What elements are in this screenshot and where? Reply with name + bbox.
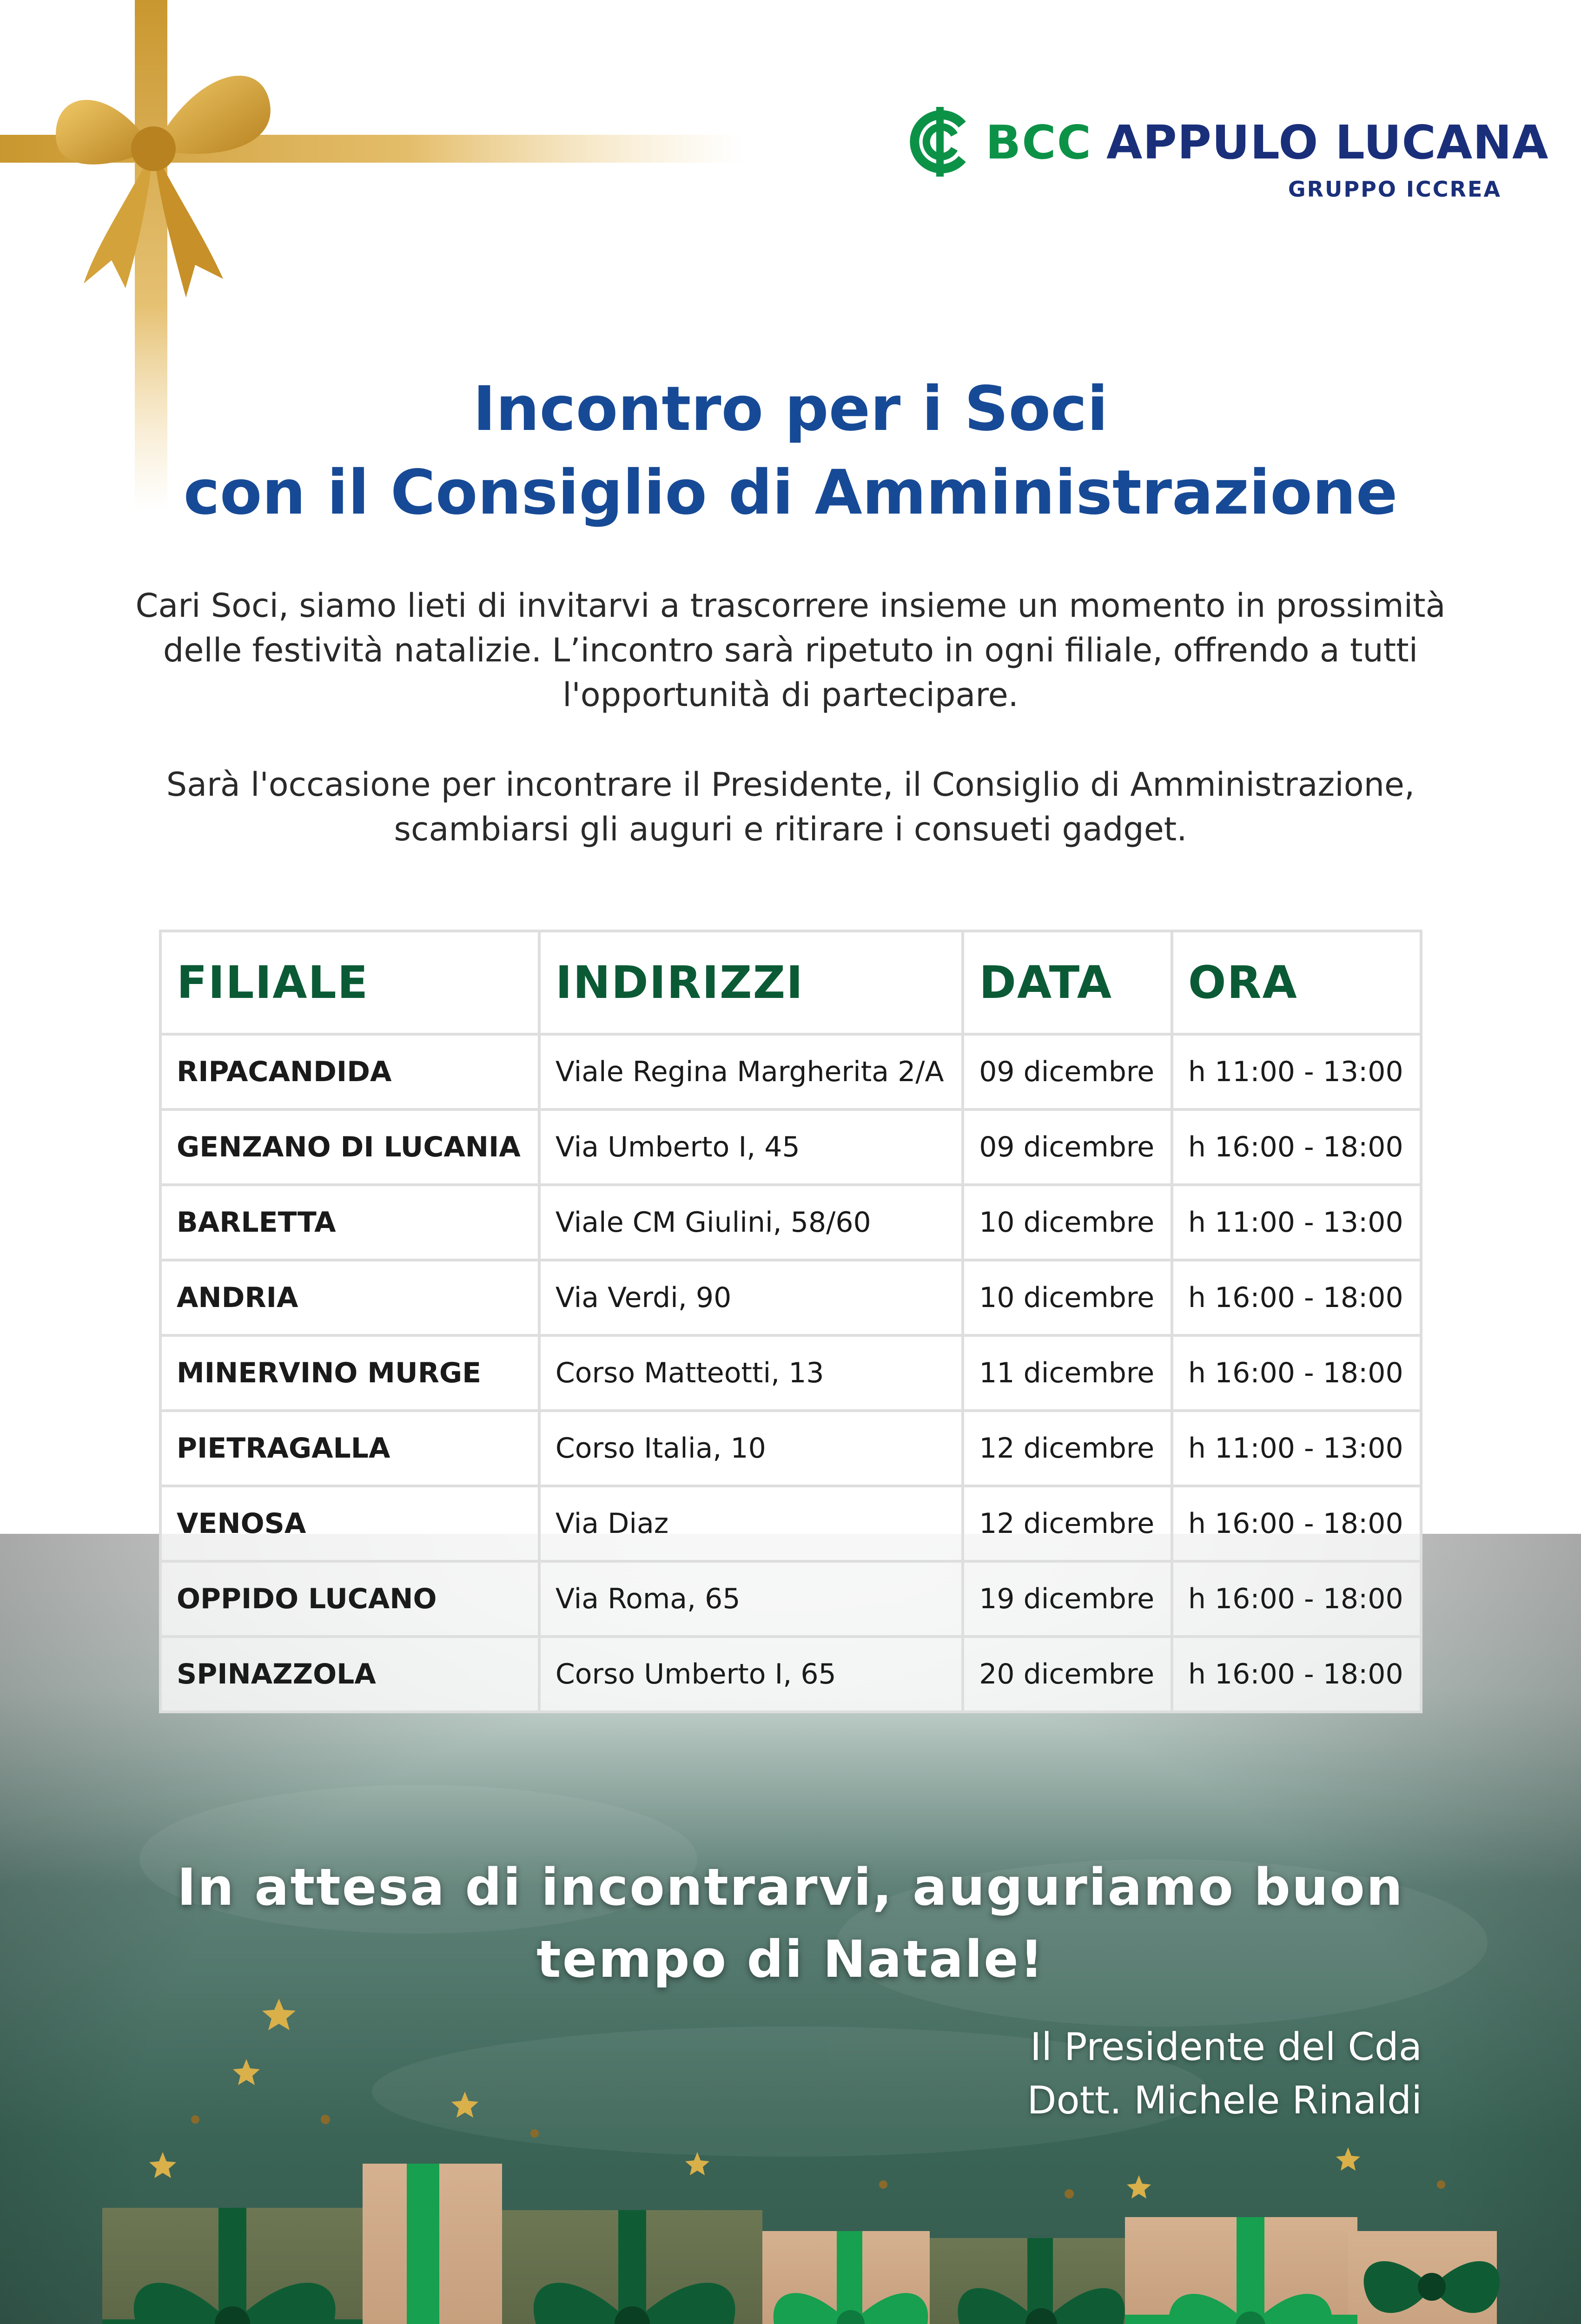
time-cell: h 16:00 - 18:00 bbox=[1172, 1561, 1421, 1637]
address-cell: Via Umberto I, 45 bbox=[539, 1109, 963, 1185]
date-cell: 20 dicembre bbox=[963, 1637, 1172, 1712]
table-row bbox=[160, 1486, 1421, 1561]
branch-cell: BARLETTA bbox=[160, 1185, 539, 1260]
time-cell: h 16:00 - 18:00 bbox=[1172, 1637, 1421, 1712]
time-cell: h 16:00 - 18:00 bbox=[1172, 1109, 1421, 1185]
address-cell: Via Verdi, 90 bbox=[539, 1260, 963, 1335]
date-cell: 09 dicembre bbox=[963, 1109, 1172, 1185]
time-cell: h 11:00 - 13:00 bbox=[1172, 1185, 1421, 1260]
schedule-table bbox=[159, 930, 1422, 1713]
address-cell: Corso Italia, 10 bbox=[539, 1411, 963, 1486]
page-title-line-2: con il Consiglio di Amministrazione bbox=[183, 457, 1398, 528]
logo-bank-name: APPULO LUCANA bbox=[1106, 115, 1549, 170]
branch-cell: ANDRIA bbox=[160, 1260, 539, 1335]
branch-cell: VENOSA bbox=[160, 1486, 539, 1561]
date-cell: 19 dicembre bbox=[963, 1561, 1172, 1637]
table-row bbox=[160, 1335, 1421, 1411]
table-row bbox=[160, 1185, 1421, 1260]
address-cell: Viale CM Giulini, 58/60 bbox=[539, 1185, 963, 1260]
header-filiale: FILIALE bbox=[160, 931, 539, 1034]
table-header-row bbox=[160, 931, 1421, 1034]
address-cell: Corso Matteotti, 13 bbox=[539, 1335, 963, 1411]
table-row bbox=[160, 1260, 1421, 1335]
table-row bbox=[160, 1109, 1421, 1185]
branch-cell: SPINAZZOLA bbox=[160, 1637, 539, 1712]
branch-cell: PIETRAGALLA bbox=[160, 1411, 539, 1486]
date-cell: 12 dicembre bbox=[963, 1411, 1172, 1486]
table-row bbox=[160, 1561, 1421, 1637]
address-cell: Corso Umberto I, 65 bbox=[539, 1637, 963, 1712]
intro-paragraph-2: Sarà l'occasione per incontrare il Presidente, il Consiglio di Amministrazione, scambiarsi gli auguri e ritirare i consueti gadget. bbox=[166, 766, 1415, 848]
header-ora: ORA bbox=[1172, 931, 1421, 1034]
address-cell: Viale Regina Margherita 2/A bbox=[539, 1034, 963, 1109]
page-title-line-1: Incontro per i Soci bbox=[473, 373, 1108, 445]
table-row bbox=[160, 1637, 1421, 1712]
branch-cell: MINERVINO MURGE bbox=[160, 1335, 539, 1411]
closing-message-line-1: In attesa di incontrarvi, auguriamo buon bbox=[177, 1857, 1404, 1917]
header-data: DATA bbox=[963, 931, 1172, 1034]
branch-cell: GENZANO DI LUCANIA bbox=[160, 1109, 539, 1185]
time-cell: h 16:00 - 18:00 bbox=[1172, 1335, 1421, 1411]
date-cell: 10 dicembre bbox=[963, 1185, 1172, 1260]
table-row bbox=[160, 1411, 1421, 1486]
table-row bbox=[160, 1034, 1421, 1109]
time-cell: h 11:00 - 13:00 bbox=[1172, 1411, 1421, 1486]
time-cell: h 11:00 - 13:00 bbox=[1172, 1034, 1421, 1109]
closing-message-line-2: tempo di Natale! bbox=[536, 1929, 1045, 1989]
logo-bcc-text: BCC bbox=[986, 115, 1092, 170]
time-cell: h 16:00 - 18:00 bbox=[1172, 1486, 1421, 1561]
date-cell: 12 dicembre bbox=[963, 1486, 1172, 1561]
address-cell: Via Diaz bbox=[539, 1486, 963, 1561]
signature-role: Il Presidente del Cda bbox=[1030, 2025, 1422, 2069]
bcc-logo-icon bbox=[906, 107, 976, 177]
branch-cell: OPPIDO LUCANO bbox=[160, 1561, 539, 1637]
date-cell: 09 dicembre bbox=[963, 1034, 1172, 1109]
date-cell: 10 dicembre bbox=[963, 1260, 1172, 1335]
time-cell: h 16:00 - 18:00 bbox=[1172, 1260, 1421, 1335]
intro-paragraph-1: Cari Soci, siamo lieti di invitarvi a trascorrere insieme un momento in prossimità delle festività natalizie. L’incontro sarà ripetuto in ogni filiale, offrendo a tutti l'opportunità di partecipare. bbox=[135, 587, 1446, 714]
signature-name: Dott. Michele Rinaldi bbox=[1027, 2079, 1422, 2123]
header-indirizzi: INDIRIZZI bbox=[539, 931, 963, 1034]
bcc-appulo-lucana-logo bbox=[906, 107, 1549, 209]
logo-group-name: GRUPPO ICCREA bbox=[1288, 177, 1502, 202]
branch-cell: RIPACANDIDA bbox=[160, 1034, 539, 1109]
address-cell: Via Roma, 65 bbox=[539, 1561, 963, 1637]
date-cell: 11 dicembre bbox=[963, 1335, 1172, 1411]
